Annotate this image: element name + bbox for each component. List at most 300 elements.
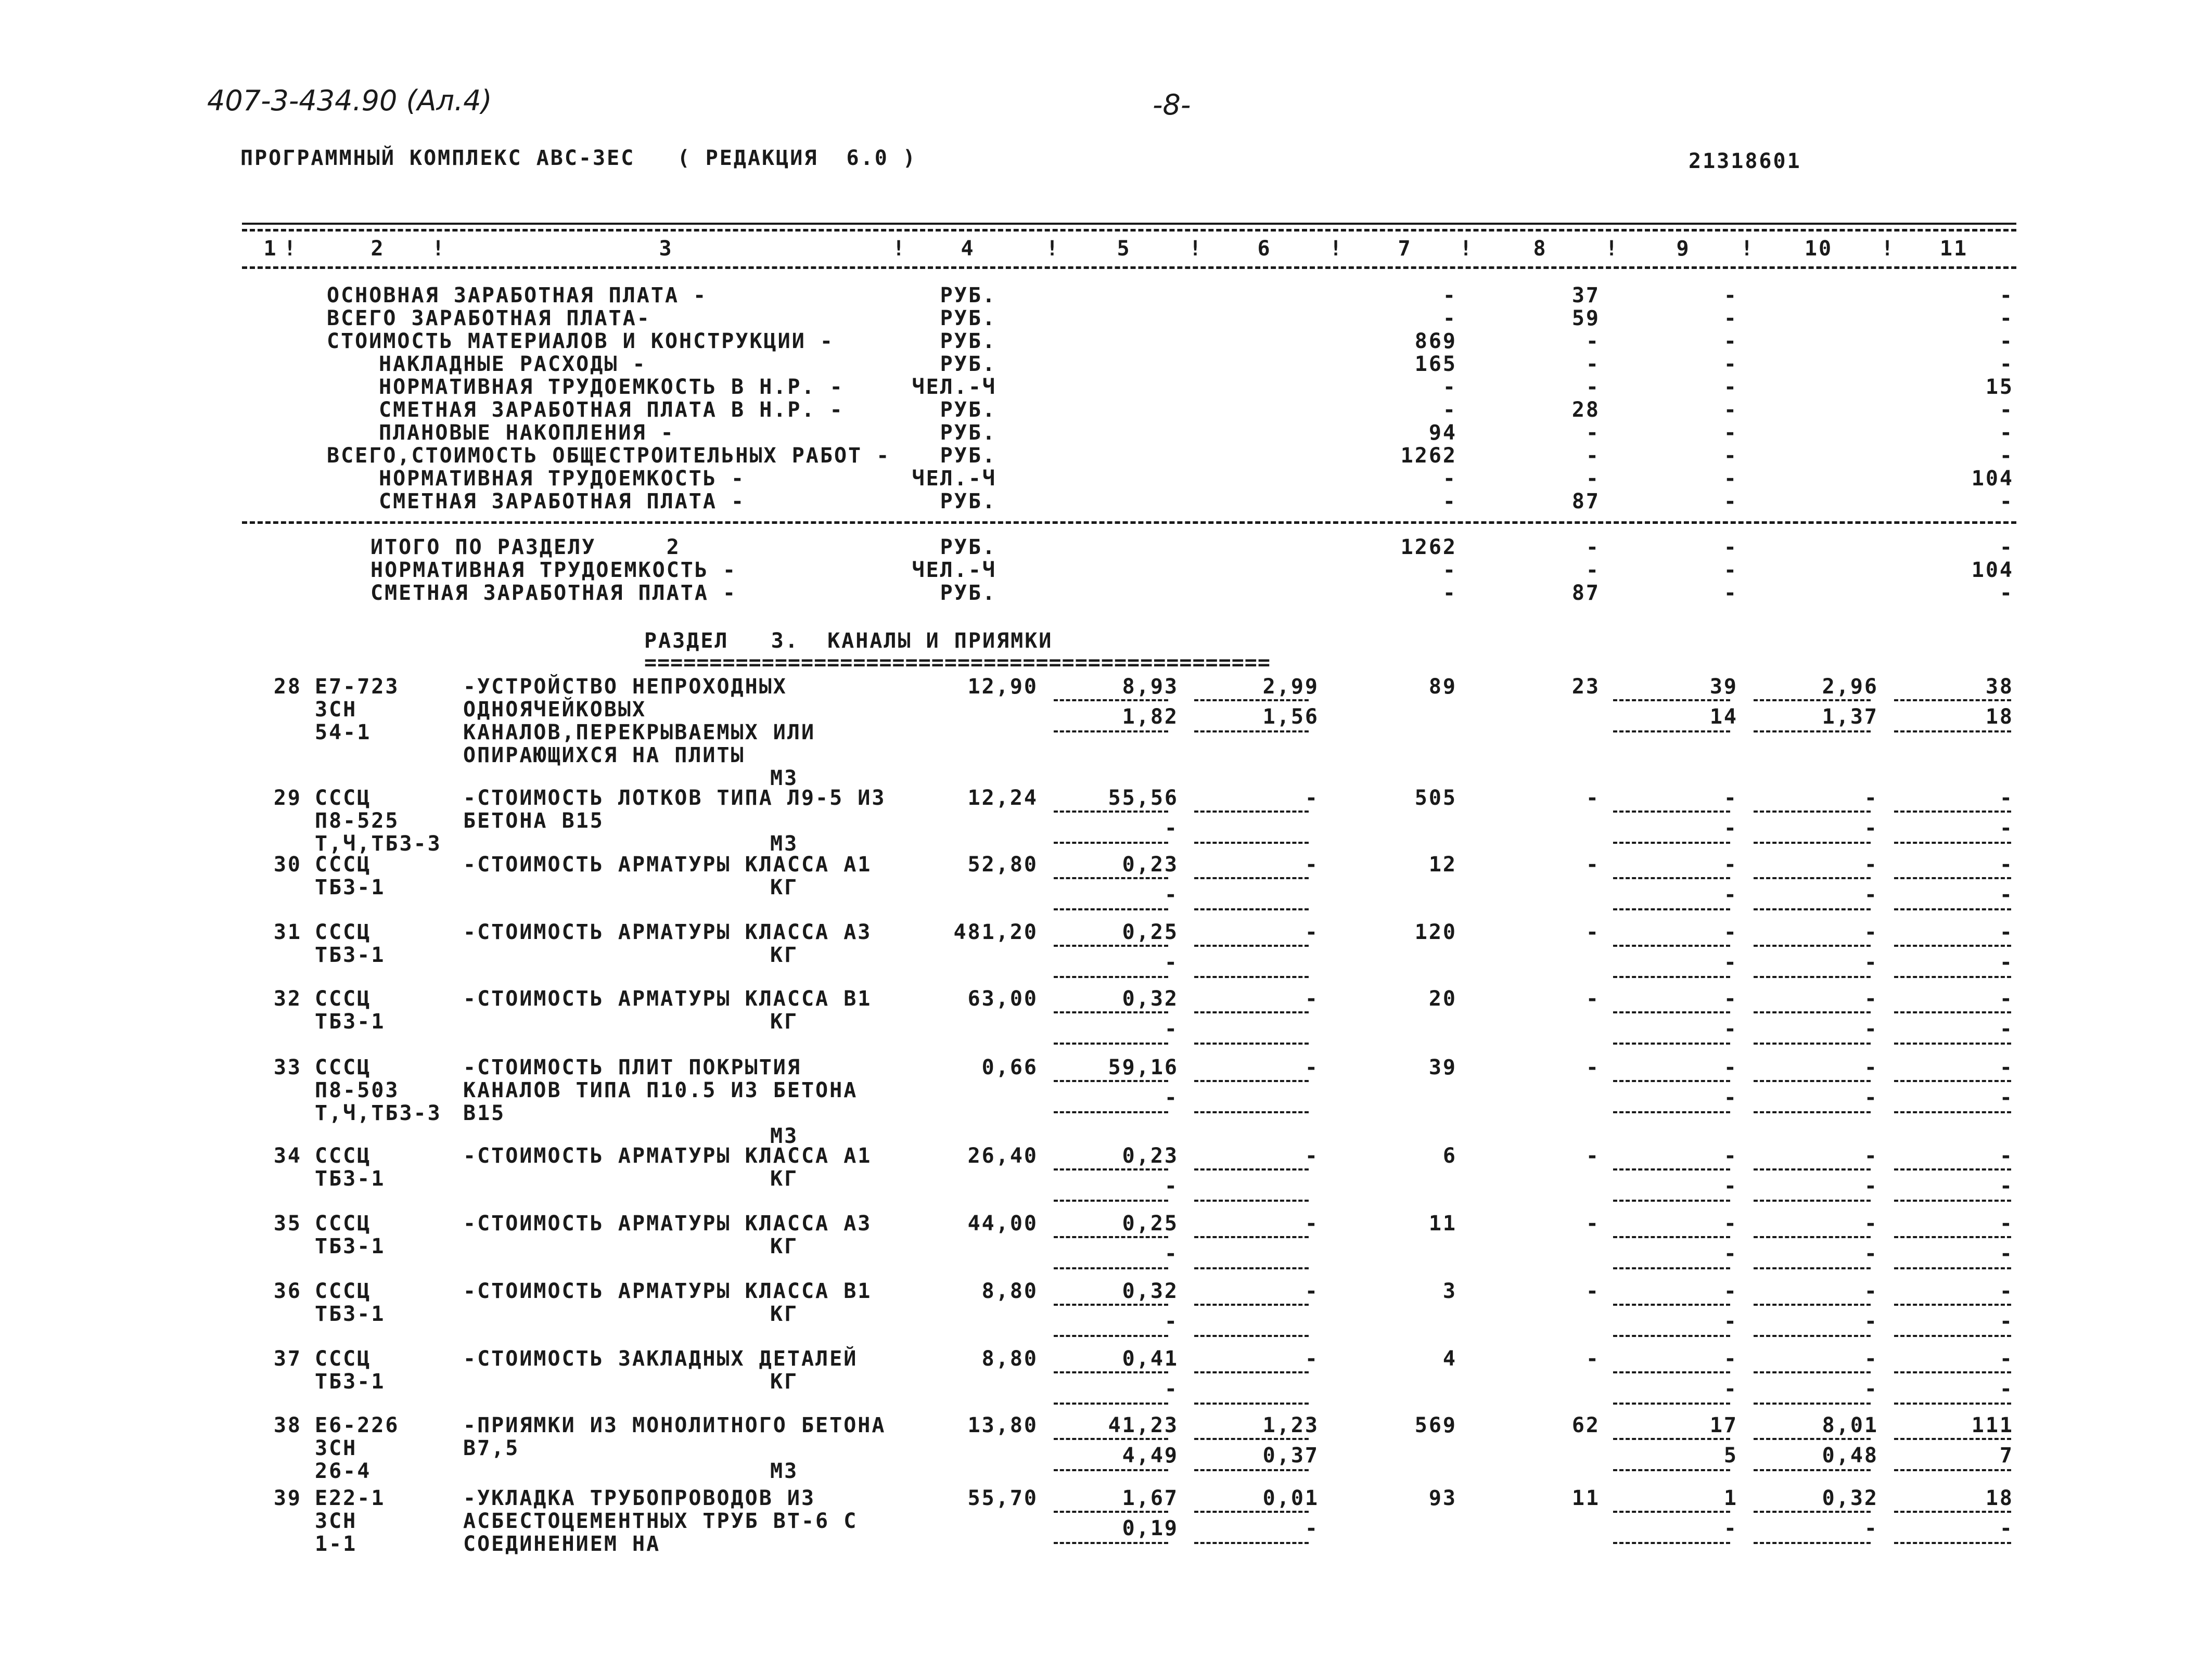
item-code-line: ТБ3-1	[315, 1370, 386, 1394]
item-description-line: КАНАЛОВ ТИПА П10.5 ИЗ БЕТОНА	[463, 1078, 858, 1102]
item-col8: -	[1586, 853, 1600, 877]
item-col8: -	[1586, 786, 1600, 810]
item-c10-top: 2,96	[1822, 675, 1878, 699]
item-col10-rule-2	[1754, 976, 1871, 978]
item-col11-rule-2	[1894, 908, 2011, 910]
item-description-line: ОПИРАЮЩИХСЯ НА ПЛИТЫ	[463, 743, 745, 767]
item-col6-rule-2	[1194, 1200, 1309, 1202]
item-code-line: ТБ3-1	[315, 1167, 386, 1191]
item-c9-bottom: -	[1723, 1309, 1738, 1333]
item-description-line: В7,5	[463, 1436, 520, 1460]
total-col7: -	[1442, 558, 1457, 582]
summary-col11: -	[1999, 329, 2014, 353]
item-c10-bottom: -	[1864, 1017, 1878, 1041]
item-col11-rule	[1894, 1080, 2011, 1082]
item-number: 37	[273, 1347, 302, 1371]
item-col5-rule	[1054, 1304, 1168, 1306]
summary-col11: -	[1999, 421, 2014, 445]
item-col8: -	[1586, 1212, 1600, 1236]
summary-col9: -	[1723, 375, 1738, 399]
item-col9-rule	[1613, 1304, 1730, 1306]
summary-col9: -	[1723, 306, 1738, 330]
summary-col11: -	[1999, 444, 2014, 468]
item-col10-rule	[1754, 1011, 1871, 1013]
summary-unit: РУБ.	[940, 398, 996, 422]
item-col8: -	[1586, 1347, 1600, 1371]
total-unit: РУБ.	[940, 581, 996, 605]
item-col9-rule	[1613, 699, 1730, 701]
item-col5-rule-2	[1054, 1200, 1168, 1202]
item-col8: -	[1586, 1279, 1600, 1303]
item-col6-rule	[1194, 1011, 1309, 1013]
item-c10-top: -	[1864, 1212, 1878, 1236]
item-description-line: -СТОИМОСТЬ АРМАТУРЫ КЛАССА А1	[463, 1144, 872, 1168]
total-label: СМЕТНАЯ ЗАРАБОТНАЯ ПЛАТА -	[370, 581, 737, 605]
item-number: 33	[273, 1056, 302, 1079]
item-col4: 481,20	[953, 920, 1038, 944]
item-col9-rule	[1613, 1438, 1730, 1440]
item-col11-rule-2	[1894, 1542, 2011, 1544]
item-col5-rule	[1054, 1371, 1168, 1373]
column-header-10: 10	[1804, 237, 1833, 261]
item-c5-top: 8,93	[1122, 675, 1179, 699]
item-col4: 13,80	[967, 1413, 1038, 1437]
item-number: 28	[273, 675, 302, 699]
summary-unit: РУБ.	[940, 284, 996, 307]
item-col11-rule-2	[1894, 1200, 2011, 1202]
item-c6-top: -	[1305, 786, 1319, 810]
total-col11: -	[1999, 581, 2014, 605]
summary-col7: -	[1442, 490, 1457, 513]
item-number: 35	[273, 1212, 302, 1236]
item-c10-bottom: -	[1864, 816, 1878, 840]
item-col9-rule-2	[1613, 1542, 1730, 1544]
item-c11-bottom: -	[1999, 1377, 2014, 1401]
item-c9-bottom: -	[1723, 1017, 1738, 1041]
column-header-9: 9	[1676, 237, 1691, 261]
item-col11-rule	[1894, 1304, 2011, 1306]
item-col5-rule-2	[1054, 1335, 1168, 1337]
item-unit: КГ	[770, 1234, 799, 1258]
item-col7: 505	[1414, 786, 1457, 810]
item-c11-top: -	[1999, 1347, 2014, 1371]
summary-col7: -	[1442, 398, 1457, 422]
summary-unit: ЧЕЛ.-Ч	[912, 375, 996, 399]
item-code-line: ЗСН	[315, 1509, 357, 1533]
item-c9-bottom: -	[1723, 1377, 1738, 1401]
item-c11-bottom: 7	[1999, 1444, 2014, 1468]
item-col9-rule-2	[1613, 730, 1730, 732]
column-header-7: 7	[1398, 237, 1412, 261]
column-header-2: 2	[370, 237, 385, 261]
item-col6-rule	[1194, 1304, 1309, 1306]
item-c11-top: -	[1999, 853, 2014, 877]
item-c10-top: -	[1864, 1279, 1878, 1303]
item-col10-rule	[1754, 945, 1871, 947]
item-col6-rule	[1194, 1168, 1309, 1171]
item-col5-rule-2	[1054, 1111, 1168, 1113]
item-col11-rule-2	[1894, 1403, 2011, 1405]
item-c11-top: -	[1999, 1056, 2014, 1079]
column-header-8: 8	[1533, 237, 1548, 261]
item-c6-top: -	[1305, 987, 1319, 1011]
summary-col9: -	[1723, 421, 1738, 445]
item-col10-rule-2	[1754, 1542, 1871, 1544]
item-unit: М3	[770, 1124, 799, 1148]
item-col6-rule-2	[1194, 1403, 1309, 1405]
item-col5-rule	[1054, 1438, 1168, 1440]
item-number: 32	[273, 987, 302, 1011]
document-number: 21318601	[1689, 149, 1801, 173]
item-c11-bottom: -	[1999, 1086, 2014, 1110]
item-code-line: СССЦ	[315, 786, 372, 810]
item-col10-rule	[1754, 877, 1871, 879]
item-c11-bottom: -	[1999, 1017, 2014, 1041]
item-col8: -	[1586, 987, 1600, 1011]
item-col10-rule	[1754, 1371, 1871, 1373]
summary-label: ПЛАНОВЫЕ НАКОПЛЕНИЯ -	[379, 421, 675, 445]
item-col7: 39	[1428, 1056, 1457, 1079]
item-c10-bottom: -	[1864, 883, 1878, 907]
item-col7: 120	[1414, 920, 1457, 944]
item-col6-rule	[1194, 1080, 1309, 1082]
item-c6-top: 1,23	[1262, 1413, 1319, 1437]
item-col6-rule	[1194, 877, 1309, 879]
program-line: ПРОГРАММНЫЙ КОМПЛЕКС АВС-3ЕС ( РЕДАКЦИЯ 6.0 )	[240, 146, 917, 170]
item-col5-rule-2	[1054, 1469, 1168, 1471]
total-col11: 104	[1971, 558, 2014, 582]
column-header-11: 11	[1939, 237, 1968, 261]
item-c6-top: -	[1305, 1144, 1319, 1168]
item-c5-bottom: -	[1164, 1242, 1179, 1266]
summary-col8: -	[1586, 352, 1600, 376]
item-code-line: 1-1	[315, 1532, 357, 1556]
summary-col9: -	[1723, 352, 1738, 376]
item-col4: 12,24	[967, 786, 1038, 810]
item-c5-top: 1,67	[1122, 1486, 1179, 1510]
column-separator: !	[1329, 237, 1344, 261]
item-description-line: БЕТОНА В15	[463, 809, 604, 833]
item-c5-bottom: 0,19	[1122, 1516, 1179, 1540]
item-description-line: -СТОИМОСТЬ АРМАТУРЫ КЛАССА А1	[463, 853, 872, 877]
item-col6-rule-2	[1194, 1111, 1309, 1113]
column-separator: !	[1741, 237, 1755, 261]
summary-col8: 87	[1571, 490, 1600, 513]
item-col6-rule-2	[1194, 908, 1309, 910]
summary-col11: -	[1999, 490, 2014, 513]
item-col9-rule	[1613, 1168, 1730, 1171]
summary-col9: -	[1723, 284, 1738, 307]
item-col6-rule	[1194, 1511, 1309, 1513]
summary-col11: 104	[1971, 467, 2014, 491]
item-unit: КГ	[770, 1167, 799, 1191]
item-unit: КГ	[770, 1302, 799, 1326]
summary-unit: ЧЕЛ.-Ч	[912, 467, 996, 491]
summary-col9: -	[1723, 444, 1738, 468]
total-col9: -	[1723, 535, 1738, 559]
item-c11-bottom: -	[1999, 1309, 2014, 1333]
summary-label: НОРМАТИВНАЯ ТРУДОЕМКОСТЬ В Н.Р. -	[379, 375, 844, 399]
item-c5-bottom: -	[1164, 1086, 1179, 1110]
item-number: 29	[273, 786, 302, 810]
item-c10-bottom: 1,37	[1822, 705, 1878, 729]
item-c11-top: -	[1999, 1212, 2014, 1236]
summary-col7: -	[1442, 467, 1457, 491]
summary-col8: 37	[1571, 284, 1600, 307]
item-c10-top: -	[1864, 786, 1878, 810]
item-c10-bottom: -	[1864, 1516, 1878, 1540]
header-bottom-rule	[242, 266, 2016, 269]
item-col11-rule-2	[1894, 1111, 2011, 1113]
item-description-line: -ПРИЯМКИ ИЗ МОНОЛИТНОГО БЕТОНА	[463, 1413, 886, 1437]
item-c6-top: -	[1305, 853, 1319, 877]
item-code-line: 26-4	[315, 1459, 372, 1483]
item-code-line: Е22-1	[315, 1486, 386, 1510]
item-col4: 8,80	[981, 1347, 1038, 1371]
item-col5-rule-2	[1054, 976, 1168, 978]
item-c10-top: -	[1864, 1347, 1878, 1371]
item-code-line: ТБ3-1	[315, 943, 386, 967]
summary-col9: -	[1723, 467, 1738, 491]
item-description-line: -СТОИМОСТЬ ПЛИТ ПОКРЫТИЯ	[463, 1056, 801, 1079]
summary-col8: 28	[1571, 398, 1600, 422]
summary-label: НОРМАТИВНАЯ ТРУДОЕМКОСТЬ -	[379, 467, 746, 491]
item-c5-top: 55,56	[1108, 786, 1179, 810]
item-col8: 62	[1571, 1413, 1600, 1437]
item-c6-bottom: 0,37	[1262, 1444, 1319, 1468]
total-label: НОРМАТИВНАЯ ТРУДОЕМКОСТЬ -	[370, 558, 737, 582]
summary-separator-rule	[242, 521, 2016, 524]
item-col9-rule	[1613, 877, 1730, 879]
item-col6-rule-2	[1194, 1542, 1309, 1544]
item-col8: 11	[1571, 1486, 1600, 1510]
item-col9-rule-2	[1613, 1111, 1730, 1113]
item-description-line: -СТОИМОСТЬ АРМАТУРЫ КЛАССА В1	[463, 987, 872, 1011]
item-c9-bottom: -	[1723, 1174, 1738, 1198]
total-unit: РУБ.	[940, 535, 996, 559]
item-col9-rule	[1613, 945, 1730, 947]
item-col4: 55,70	[967, 1486, 1038, 1510]
summary-col7: 165	[1414, 352, 1457, 376]
item-c9-bottom: -	[1723, 950, 1738, 974]
item-code-line: СССЦ	[315, 1279, 372, 1303]
item-col11-rule	[1894, 877, 2011, 879]
item-code-line: ЗСН	[315, 698, 357, 722]
summary-col7: -	[1442, 375, 1457, 399]
summary-col11: -	[1999, 284, 2014, 307]
item-description-line: ОДНОЯЧЕЙКОВЫХ	[463, 698, 647, 722]
section-title-underline: ================================================	[644, 651, 1271, 675]
item-col5-rule-2	[1054, 730, 1168, 732]
item-col10-rule-2	[1754, 908, 1871, 910]
item-c11-bottom: -	[1999, 950, 2014, 974]
item-c9-bottom: -	[1723, 883, 1738, 907]
summary-label: СМЕТНАЯ ЗАРАБОТНАЯ ПЛАТА В Н.Р. -	[379, 398, 844, 422]
item-c10-bottom: -	[1864, 1242, 1878, 1266]
summary-unit: РУБ.	[940, 352, 996, 376]
item-c9-top: -	[1723, 987, 1738, 1011]
item-c9-bottom: 5	[1723, 1444, 1738, 1468]
item-col7: 12	[1428, 853, 1457, 877]
item-col8: -	[1586, 1144, 1600, 1168]
item-description-line: -УКЛАДКА ТРУБОПРОВОДОВ ИЗ	[463, 1486, 816, 1510]
item-c10-top: -	[1864, 853, 1878, 877]
column-separator: !	[892, 237, 907, 261]
item-col6-rule-2	[1194, 730, 1309, 732]
item-c11-top: -	[1999, 786, 2014, 810]
item-col11-rule	[1894, 1511, 2011, 1513]
summary-label: НАКЛАДНЫЕ РАСХОДЫ -	[379, 352, 647, 376]
item-col10-rule-2	[1754, 1111, 1871, 1113]
item-col9-rule	[1613, 1236, 1730, 1238]
item-code-line: СССЦ	[315, 853, 372, 877]
item-col9-rule-2	[1613, 842, 1730, 844]
item-col4: 26,40	[967, 1144, 1038, 1168]
summary-col7: 1262	[1400, 444, 1457, 468]
item-c10-bottom: -	[1864, 950, 1878, 974]
item-c5-top: 0,23	[1122, 853, 1179, 877]
item-col9-rule-2	[1613, 908, 1730, 910]
item-col9-rule	[1613, 811, 1730, 813]
item-col11-rule-2	[1894, 842, 2011, 844]
column-separator: !	[1046, 237, 1060, 261]
item-col9-rule	[1613, 1371, 1730, 1373]
summary-col11: 15	[1985, 375, 2014, 399]
summary-unit: РУБ.	[940, 306, 996, 330]
summary-col11: -	[1999, 306, 2014, 330]
item-col9-rule-2	[1613, 1200, 1730, 1202]
summary-col8: -	[1586, 444, 1600, 468]
summary-label: ОСНОВНАЯ ЗАРАБОТНАЯ ПЛАТА -	[327, 284, 708, 307]
item-col10-rule	[1754, 1304, 1871, 1306]
item-code-line: П8-503	[315, 1078, 400, 1102]
item-col4: 0,66	[981, 1056, 1038, 1079]
item-col9-rule-2	[1613, 976, 1730, 978]
item-col4: 63,00	[967, 987, 1038, 1011]
item-c5-bottom: -	[1164, 1017, 1179, 1041]
column-separator: !	[432, 237, 446, 261]
item-col9-rule-2	[1613, 1267, 1730, 1269]
summary-col7: -	[1442, 306, 1457, 330]
item-col10-rule-2	[1754, 730, 1871, 732]
item-c5-bottom: -	[1164, 816, 1179, 840]
item-c10-top: 8,01	[1822, 1413, 1878, 1437]
item-code-line: П8-525	[315, 809, 400, 833]
item-col9-rule	[1613, 1011, 1730, 1013]
item-col7: 6	[1442, 1144, 1457, 1168]
item-c6-top: -	[1305, 1279, 1319, 1303]
column-header-4: 4	[961, 237, 975, 261]
item-c5-top: 41,23	[1108, 1413, 1179, 1437]
item-unit: КГ	[770, 1010, 799, 1034]
column-separator: !	[1460, 237, 1474, 261]
item-c6-top: -	[1305, 1347, 1319, 1371]
item-col10-rule-2	[1754, 1043, 1871, 1045]
item-c11-top: -	[1999, 987, 2014, 1011]
item-c9-top: -	[1723, 1056, 1738, 1079]
item-code-line: Е7-723	[315, 675, 400, 699]
item-col6-rule-2	[1194, 1469, 1309, 1471]
item-description-line: -СТОИМОСТЬ ЛОТКОВ ТИПА Л9-5 ИЗ	[463, 786, 886, 810]
item-description-line: -СТОИМОСТЬ ЗАКЛАДНЫХ ДЕТАЛЕЙ	[463, 1347, 858, 1371]
document-code: 407-3-434.90 (Ал.4)	[207, 84, 492, 117]
item-c9-top: -	[1723, 920, 1738, 944]
item-c10-top: -	[1864, 987, 1878, 1011]
item-code-line: 54-1	[315, 721, 372, 744]
summary-col8: -	[1586, 421, 1600, 445]
total-col8: -	[1586, 535, 1600, 559]
item-col8: 23	[1571, 675, 1600, 699]
item-col11-rule	[1894, 945, 2011, 947]
section-title: РАЗДЕЛ 3. КАНАЛЫ И ПРИЯМКИ	[644, 629, 1053, 653]
item-col5-rule	[1054, 1511, 1168, 1513]
summary-label: ВСЕГО ЗАРАБОТНАЯ ПЛАТА-	[327, 306, 651, 330]
item-c11-top: 18	[1985, 1486, 2014, 1510]
item-col7: 93	[1428, 1486, 1457, 1510]
item-col7: 89	[1428, 675, 1457, 699]
item-c10-top: -	[1864, 1144, 1878, 1168]
total-label: ИТОГО ПО РАЗДЕЛУ 2	[370, 535, 681, 559]
total-unit: ЧЕЛ.-Ч	[912, 558, 996, 582]
summary-col8: -	[1586, 375, 1600, 399]
total-col7: 1262	[1400, 535, 1457, 559]
item-code-line: ТБ3-1	[315, 1010, 386, 1034]
item-unit: КГ	[770, 1370, 799, 1394]
item-c5-bottom: -	[1164, 883, 1179, 907]
item-c11-bottom: -	[1999, 883, 2014, 907]
item-c11-top: 38	[1985, 675, 2014, 699]
item-col5-rule	[1054, 699, 1168, 701]
item-c11-top: -	[1999, 1279, 2014, 1303]
item-description-line: СОЕДИНЕНИЕМ НА	[463, 1532, 661, 1556]
item-col7: 20	[1428, 987, 1457, 1011]
total-col11: -	[1999, 535, 2014, 559]
item-c10-top: -	[1864, 1056, 1878, 1079]
item-description-line: -СТОИМОСТЬ АРМАТУРЫ КЛАССА А3	[463, 920, 872, 944]
item-col9-rule	[1613, 1080, 1730, 1082]
item-c5-top: 0,25	[1122, 920, 1179, 944]
item-c5-bottom: -	[1164, 1309, 1179, 1333]
item-number: 39	[273, 1486, 302, 1510]
item-col10-rule-2	[1754, 1403, 1871, 1405]
item-c9-bottom: -	[1723, 816, 1738, 840]
item-c9-top: -	[1723, 1212, 1738, 1236]
item-col9-rule-2	[1613, 1043, 1730, 1045]
item-col6-rule	[1194, 699, 1309, 701]
item-col5-rule	[1054, 945, 1168, 947]
item-description-line: КАНАЛОВ,ПЕРЕКРЫВАЕМЫХ ИЛИ	[463, 721, 816, 744]
item-c9-bottom: -	[1723, 1242, 1738, 1266]
item-col10-rule	[1754, 1168, 1871, 1171]
item-col5-rule	[1054, 1011, 1168, 1013]
item-code-line: СССЦ	[315, 1347, 372, 1371]
item-col7: 3	[1442, 1279, 1457, 1303]
item-c10-bottom: -	[1864, 1377, 1878, 1401]
item-c11-bottom: -	[1999, 1174, 2014, 1198]
item-col7: 11	[1428, 1212, 1457, 1236]
item-unit: М3	[770, 1459, 799, 1483]
item-c6-top: -	[1305, 1056, 1319, 1079]
item-c11-top: -	[1999, 920, 2014, 944]
item-col7: 4	[1442, 1347, 1457, 1371]
item-c11-bottom: -	[1999, 816, 2014, 840]
item-c5-bottom: -	[1164, 950, 1179, 974]
item-col9-rule-2	[1613, 1403, 1730, 1405]
item-col5-rule-2	[1054, 1403, 1168, 1405]
item-col6-rule-2	[1194, 976, 1309, 978]
summary-col8: -	[1586, 467, 1600, 491]
item-col10-rule-2	[1754, 1267, 1871, 1269]
